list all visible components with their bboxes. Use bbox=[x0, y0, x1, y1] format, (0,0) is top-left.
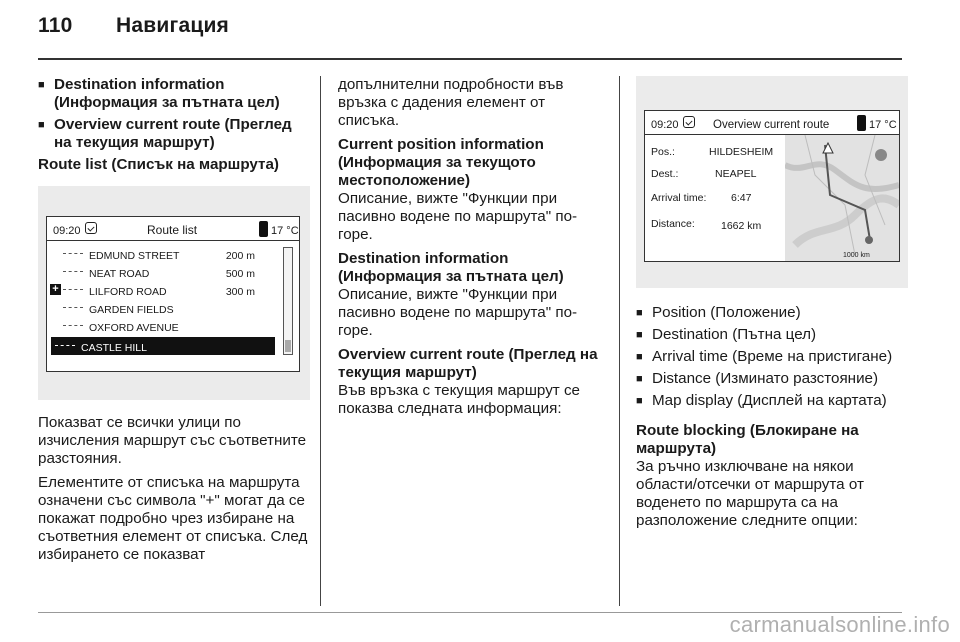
bullet-arrival-time: ■ Arrival time (Време на пристигане) bbox=[636, 348, 908, 366]
thermometer-icon bbox=[857, 115, 866, 131]
page-title: Навигация bbox=[116, 14, 230, 37]
clock-icon bbox=[85, 222, 97, 234]
street-distance: 500 m bbox=[225, 268, 255, 280]
para-route-blocking: За ръчно изключване на някои области/отсечки от маршрута от воденето по маршрута са на разположение следните опции: bbox=[636, 458, 864, 529]
column-left bbox=[38, 76, 310, 570]
street-distance: 200 m bbox=[225, 250, 255, 262]
clock-time: 09:20 bbox=[651, 119, 679, 131]
screen-title-bar bbox=[645, 111, 899, 135]
para-current-position: Описание, вижте "Функции при пасивно водене по маршрута" по-горе. bbox=[338, 190, 578, 243]
map-graphic bbox=[785, 135, 899, 261]
distance-value: 1662 km bbox=[721, 220, 762, 232]
thermometer-icon bbox=[259, 221, 268, 237]
screen-title-bar bbox=[47, 217, 299, 241]
page-number: 110 bbox=[38, 14, 73, 37]
temperature: 17 °C bbox=[271, 225, 299, 237]
route-row[interactable] bbox=[59, 317, 275, 335]
pos-label: Pos.: bbox=[651, 146, 675, 158]
street-name: GARDEN FIELDS bbox=[89, 304, 174, 316]
bullet-title: ■ Overview current route (Преглед bbox=[54, 116, 292, 133]
bullet-title: ■ Destination information bbox=[54, 76, 225, 93]
screen-title: Route list bbox=[147, 223, 198, 237]
route-row-selected[interactable] bbox=[51, 337, 275, 355]
route-list-heading: Route list (Списък на маршрута) bbox=[38, 156, 279, 173]
route-row[interactable] bbox=[59, 245, 275, 263]
overview-screen bbox=[644, 110, 900, 262]
para-intro: допълнителни подробности във връзка с дадения елемент от списъка. bbox=[338, 76, 564, 129]
distance-label: Distance: bbox=[651, 218, 695, 230]
bullet-map-display: ■ Map display (Дисплей на картата) bbox=[636, 392, 908, 410]
bullet-distance: ■ Distance (Изминато разстояние) bbox=[636, 370, 908, 388]
overview-figure bbox=[636, 76, 908, 288]
bullet-overview-route bbox=[38, 116, 310, 152]
plus-icon: + bbox=[50, 284, 61, 295]
screen-title: Overview current route bbox=[713, 119, 830, 131]
pos-value: HILDESHEIM bbox=[709, 146, 774, 158]
column-right bbox=[636, 76, 908, 536]
temperature: 17 °C bbox=[869, 119, 897, 131]
tree-line bbox=[63, 271, 83, 272]
dest-label: Dest.: bbox=[651, 168, 679, 180]
para-route-list-2: Елементите от списъка на маршрута означени със символа "+" могат да се покажат подробно чрез избиране на съответния елемент от списъка. След избирането се показват bbox=[38, 474, 308, 563]
tree-line bbox=[63, 325, 83, 326]
arrival-label: Arrival time: bbox=[651, 192, 707, 204]
column-divider bbox=[320, 76, 321, 606]
column-middle bbox=[338, 76, 610, 424]
dest-value: NEAPEL bbox=[715, 168, 757, 180]
tree-line bbox=[63, 289, 83, 290]
street-name: CASTLE HILL bbox=[81, 342, 147, 354]
clock-time: 09:20 bbox=[53, 225, 81, 237]
para-overview: Във връзка с текущия маршрут се показва следната информация: bbox=[338, 382, 581, 417]
page-header bbox=[38, 14, 229, 38]
para-route-list-1: Показват се всички улици по изчисления маршрут със съответните разстояния. bbox=[38, 414, 307, 467]
map-scale: 1000 km bbox=[843, 252, 870, 259]
bullet-subtitle: на текущия маршрут) bbox=[54, 134, 215, 151]
tree-line bbox=[55, 345, 75, 346]
bullet-destination-info bbox=[38, 76, 310, 112]
watermark: carmanualsonline.info bbox=[729, 612, 950, 637]
tree-line bbox=[63, 307, 83, 308]
clock-icon bbox=[683, 116, 695, 128]
scrollbar[interactable] bbox=[283, 247, 293, 355]
column-divider bbox=[619, 76, 620, 606]
route-blocking-heading: Route blocking (Блокиране на маршрута) bbox=[636, 422, 859, 457]
bullet-destination: ■ Destination (Пътна цел) bbox=[636, 326, 908, 344]
arrival-value: 6:47 bbox=[731, 192, 752, 204]
street-name: NEAT ROAD bbox=[89, 268, 150, 280]
route-list-figure bbox=[38, 186, 310, 400]
street-name: LILFORD ROAD bbox=[89, 286, 167, 298]
street-name: OXFORD AVENUE bbox=[89, 322, 179, 334]
route-row[interactable] bbox=[59, 263, 275, 281]
route-map[interactable] bbox=[785, 135, 899, 261]
header-rule bbox=[38, 58, 902, 60]
tree-line bbox=[63, 253, 83, 254]
route-row[interactable] bbox=[59, 281, 275, 299]
street-name: EDMUND STREET bbox=[89, 250, 180, 262]
bullet-position: ■ Position (Положение) bbox=[636, 304, 908, 322]
para-destination: Описание, вижте "Функции при пасивно водене по маршрута" по-горе. bbox=[338, 286, 578, 339]
route-row[interactable] bbox=[59, 299, 275, 317]
bullet-subtitle: (Информация за пътната цел) bbox=[54, 94, 280, 111]
street-distance: 300 m bbox=[225, 286, 255, 298]
route-list-screen bbox=[46, 216, 300, 372]
destination-heading: Destination information (Информация за пътната цел) bbox=[338, 250, 564, 285]
overview-heading: Overview current route (Преглед на текущия маршрут) bbox=[338, 346, 598, 381]
current-position-heading: Current position information (Информация за текущото местоположение) bbox=[338, 136, 544, 189]
scroll-thumb[interactable] bbox=[285, 340, 291, 352]
